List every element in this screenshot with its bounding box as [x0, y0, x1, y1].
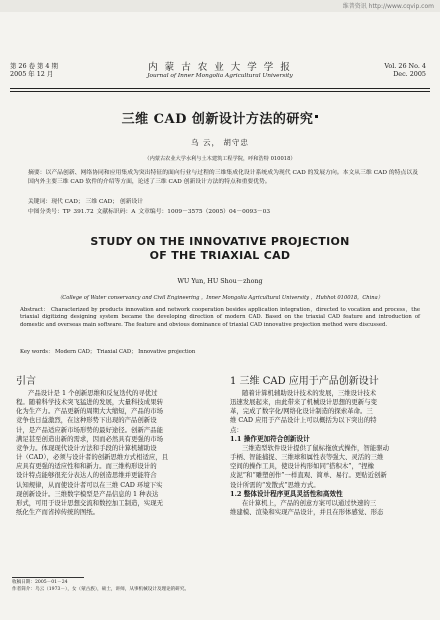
journal-name-cn: 内 蒙 古 农 业 大 学 学 报: [148, 62, 292, 73]
volume-issue-left: 第 26 卷 第 4 期: [10, 62, 58, 70]
date-right: Dec. 2005: [393, 70, 426, 78]
header-rule-thin: [10, 91, 430, 92]
affiliation-cn: （内蒙古农业大学水利与土木建筑工程学院，呼和浩特 010018）: [144, 156, 296, 162]
date-left: 2005 年 12 月: [10, 70, 54, 78]
sec1-line: 点：: [230, 425, 243, 434]
keywords-en: Key words： Modern CAD； Triaxial CAD； Innovative projection: [20, 349, 196, 355]
section-1-body: [230, 389, 428, 517]
sub11-line: 皮泥”和“雕塑创作”一样直观、简单、易行。更贴近创新: [230, 471, 387, 480]
intro-line: 计，是产品适应新市场形势的最好途径。创新产品能: [16, 425, 163, 434]
title-en-line-1: STUDY ON THE INNOVATIVE PROJECTION: [90, 235, 350, 248]
watermark: 维普资讯 http://www.cqvip.com: [342, 3, 434, 10]
title-text: 三维 CAD 创新设计方法的研究: [121, 112, 314, 127]
title-footnote-marker: [315, 115, 318, 118]
intro-line: 认知规律，从而使设计者可以在三维 CAD 环境下实: [16, 480, 163, 489]
sec1-line: 迅速发展起来，由此带来了机械设计思想的更新与变: [230, 398, 377, 407]
subheading-1-1: 1.1 操作更加符合创新设计: [230, 434, 310, 443]
header-rule-thick: [10, 88, 430, 89]
abstract-en: Abstract： Characterized by products innovation and network cooperation besides application integration，directed to vocation and process，the triaxial digitizing designing system became the developing direction of modern CAD. Based on the triaxial CAD feature and introduction of domestic and overseas main software. The feature and obvious dominance of triaxial CAD innovative projection method were discussed.: [20, 307, 420, 328]
footnote-rule: [12, 577, 84, 578]
intro-line: 计（CAD），必须与设计者的创新思维方式相适应，且: [16, 453, 169, 462]
intro-line: 竞争力。体现现代设计方法和手段的计算机辅助设: [16, 443, 157, 452]
intro-line: 化为生产力。产品更新的周期大大缩短，产品的市场: [16, 407, 163, 416]
sec1-line: 随着计算机辅助设计技术的发展，三维设计技术: [242, 389, 377, 397]
sec1-line: 维 CAD 应用于产品设计上可以概括为以下突出的特: [230, 416, 377, 425]
classification-line: 中图分类号：TP 391.72 文献标识码：A 文章编号：1009－3575（2005）04－0093－03: [28, 209, 271, 215]
sub11-line: 设计所需的“发散式”思维方式。: [230, 480, 320, 489]
intro-paragraph: [16, 389, 216, 517]
intro-line: 形式，可用于设计思想交流和数控加工制造，实现无: [16, 498, 163, 507]
sub12-line: 维建模、渲染和实现产品设计，并且在形体感觉、形态: [230, 508, 384, 517]
authors-en: WU Yun, HU Shou－zhong: [177, 277, 263, 285]
subheading-1-2: 1.2 整体设计程序更具灵活性和高效性: [230, 489, 343, 498]
footnote-author: 作者简介：乌云（1973－），女（蒙古族），硕士，讲师，从事机械设计及理论的研究。: [12, 587, 190, 592]
sec1-line: 革，完成了数字化/网络化设计制造的探索革命。三: [230, 407, 373, 416]
sub12-line: 在计算机上，产品的创意方案可以通过快速的三: [242, 498, 377, 507]
intro-line: 设计特点能够很充分表达人的创造思维并更能符合: [16, 471, 157, 480]
footnote-received: 收稿日期：2005－01－24: [12, 580, 68, 585]
abstract-cn: 摘要：以产品创新、网络协同和应用集成为突出特征的面向行业与过程的三维集成化设计系统成为现代 CAD 的发展方向。本文从三维 CAD 的特点以及国内外主要三维 CAD 软件的介绍等方面，论述了三维 CAD 创新设计方法的特点和重要优势。: [28, 170, 418, 185]
journal-name-en: Journal of Inner Mongolia Agricultural University: [147, 73, 293, 79]
volume-issue-right: Vol. 26 No. 4: [384, 62, 426, 70]
intro-line: 竞争也日益激烈，在这种形势下出现的产品创新设: [16, 416, 157, 425]
title-en-line-2: OF THE TRIAXIAL CAD: [149, 249, 291, 262]
intro-line: 产品设计是 1 个创新思维和反复迭代的寻优过: [28, 389, 158, 397]
sub11-line: 空间的操作工具，使设计构形如同“搭积木”，“捏橡: [230, 462, 375, 471]
intro-line: 纸化生产而省掉传统的图纸。: [16, 508, 100, 517]
intro-line: 应具有更强的适应性和和新力。而三维构形设计的: [16, 462, 157, 471]
sub11-line: 三维造型软件设计提供了鼠标拖放式操作，智能驱动: [242, 443, 389, 452]
authors-cn: 乌 云， 胡守忠: [191, 138, 249, 147]
sub11-line: 手柄、智能捕捉、三维球和属性表等强大、灵活的三维: [230, 453, 384, 462]
keywords-cn: 关键词：现代 CAD； 三维 CAD； 创新设计: [28, 199, 144, 205]
intro-line: 满足甚至创造出新的需求，因而必然具有更强的市场: [16, 434, 163, 443]
affiliation-en: （College of Water conservancy and Civil Engineering ，Inner Mongolia Agricultural University ，Huhhot 010018，China）: [57, 295, 383, 301]
intro-line: 现创新设计。三维数字模型是产品信息的 1 种表达: [16, 489, 159, 498]
intro-line: 程。随着科学技术突飞猛进的发展，大量科技成果转: [16, 398, 163, 407]
section-heading-intro: 引言: [16, 376, 36, 387]
paper-title-cn: [0, 108, 440, 127]
paper-title-en: [0, 235, 440, 263]
header-right: [384, 62, 426, 78]
section-heading-1: 1 三维 CAD 应用于产品创新设计: [230, 376, 379, 387]
